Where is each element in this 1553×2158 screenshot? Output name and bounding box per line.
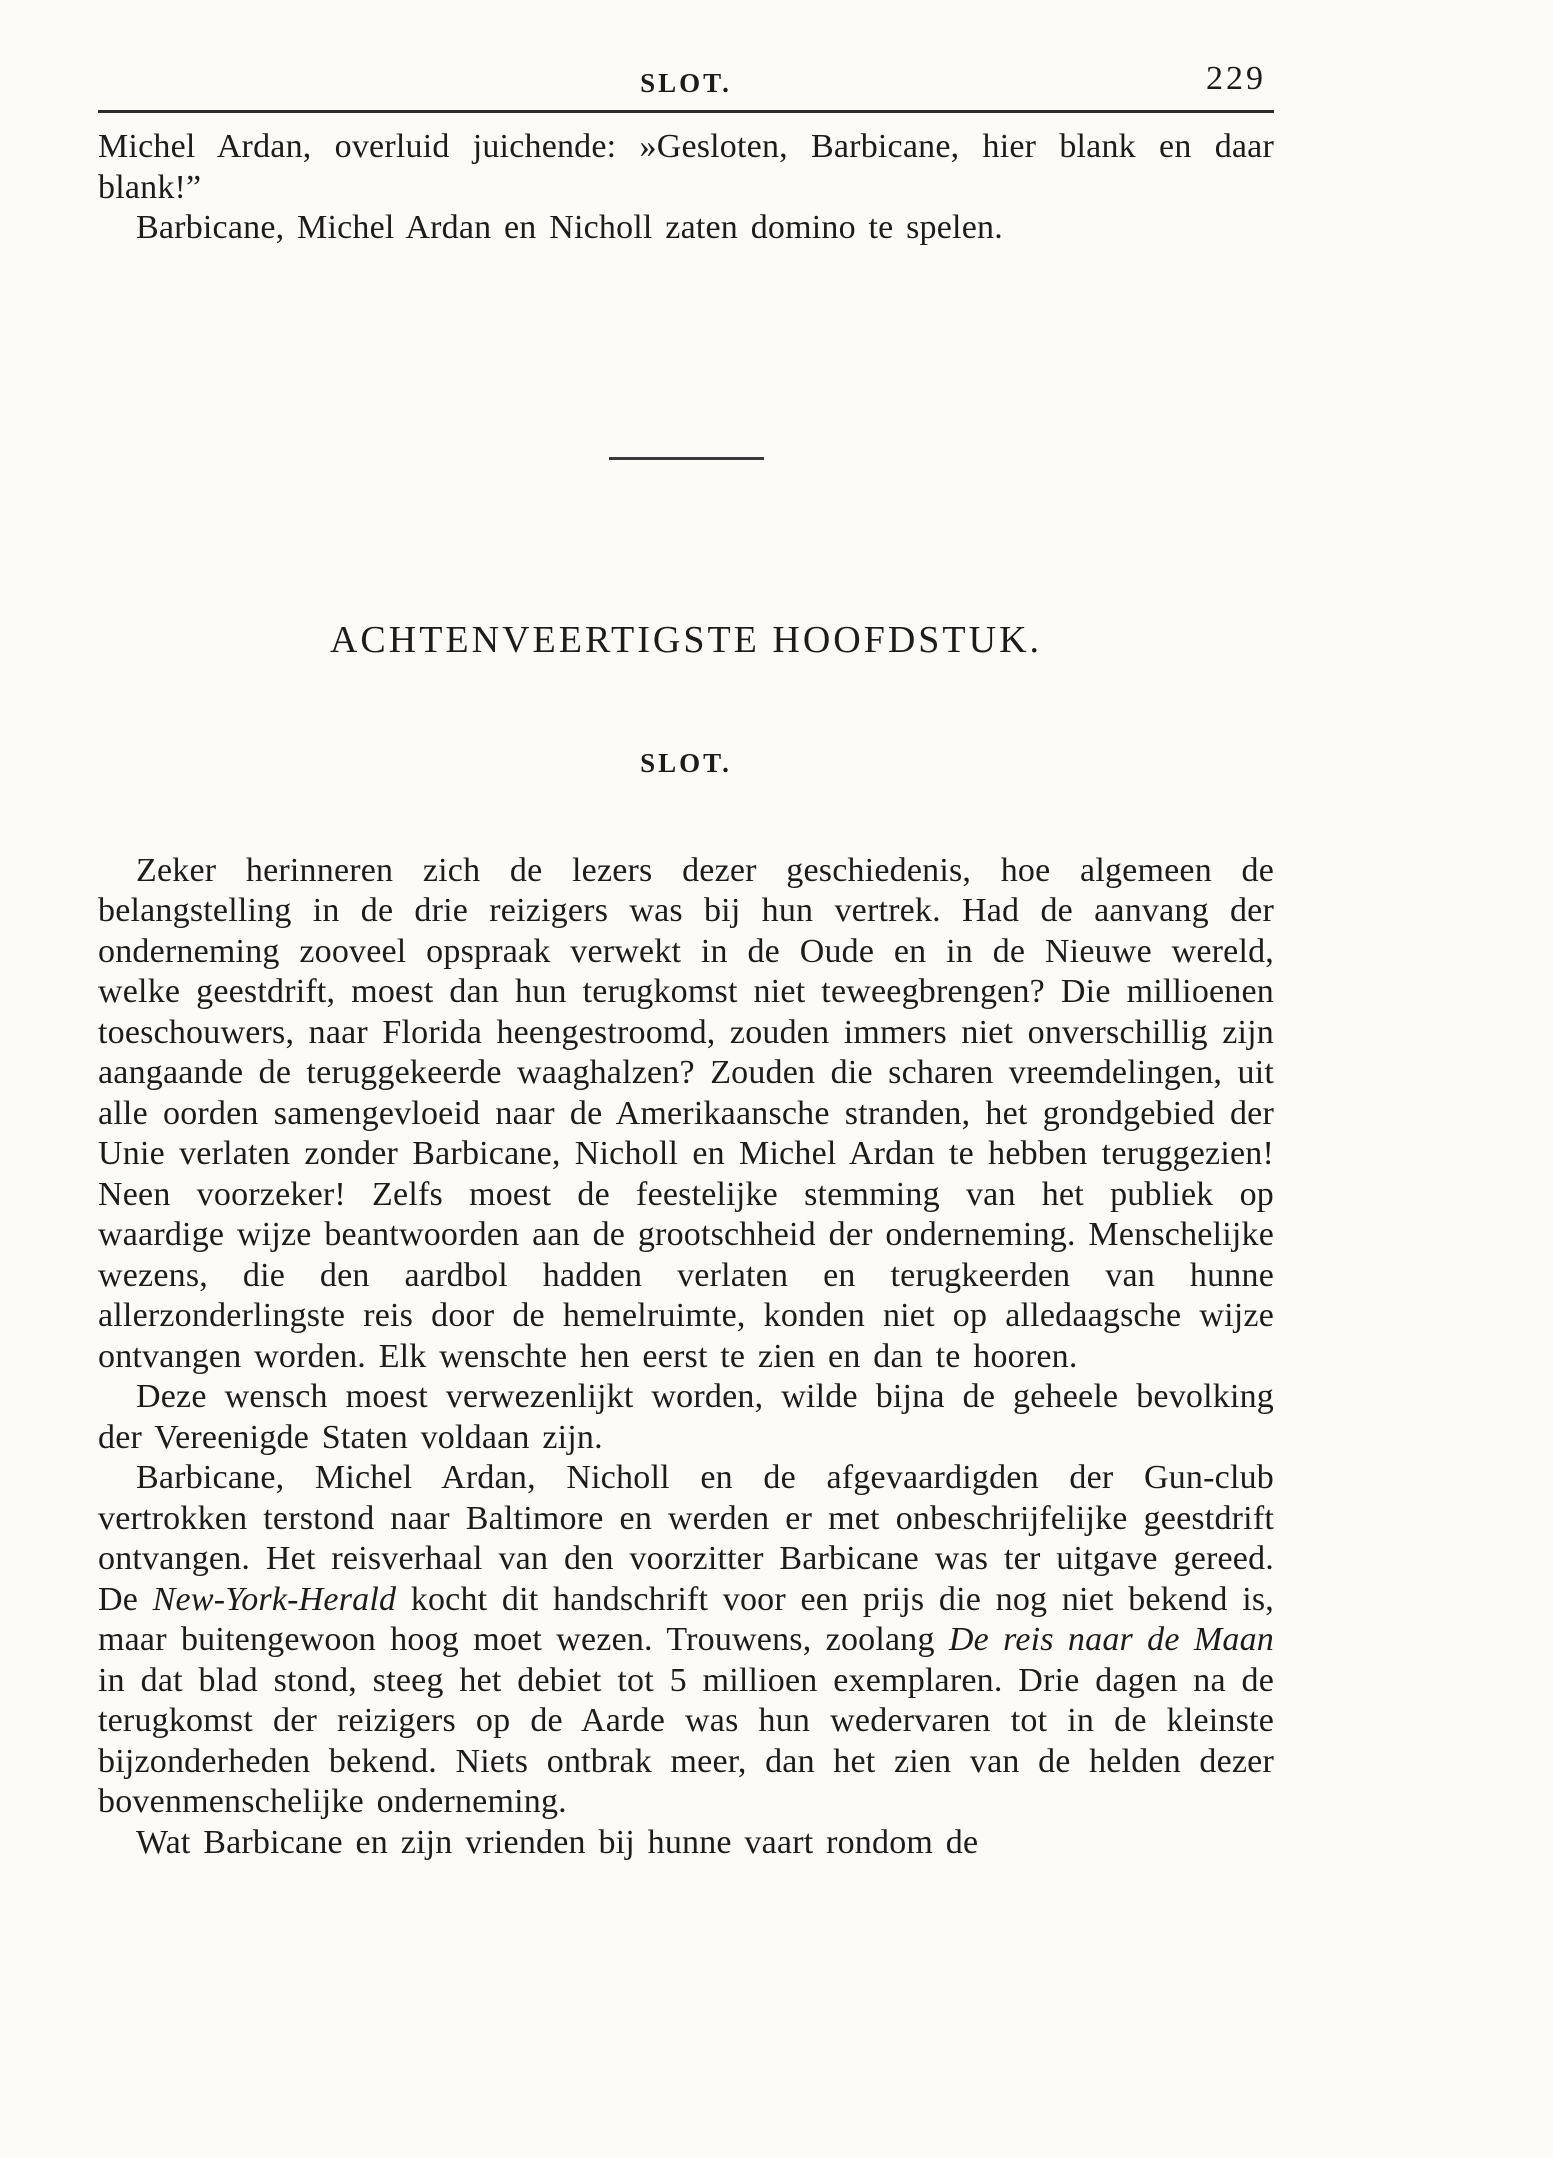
text-run: Deze wensch moest verwezenlijkt worden, wilde bijna de geheele bevolking der Vereenigde Staten voldaan zijn.	[98, 1378, 1274, 1456]
text-run: Barbicane, Michel Ardan, Nicholl en de afgevaardigden der Gun-club vertrokken terstond naar Baltimore en werden er met onbeschrijfelijke geestdrift ontvangen. Het reisverhaal van den voorzitter Barbicane was ter uitgave gereed. De	[98, 1459, 1274, 1618]
paragraph	[98, 1823, 1274, 1864]
body-text	[98, 851, 1274, 1864]
intro-paragraphs	[98, 127, 1274, 249]
italic-text-run: De reis naar de Maan	[948, 1621, 1275, 1658]
section-heading: SLOT.	[640, 747, 732, 778]
running-title: SLOT.	[640, 68, 732, 98]
italic-text-run: New-York-Herald	[152, 1580, 397, 1618]
text-run: kocht dit handschrift voor een prijs die nog niet bekend is, maar buitengewoon hoog moet wezen. Trouwens, zoolang	[98, 1580, 1274, 1658]
page-number: 229	[1206, 60, 1266, 97]
section-divider	[609, 457, 764, 460]
page-content	[98, 56, 1274, 1863]
text-run: Michel Ardan, overluid juichende: »Gesloten, Barbicane, hier blank en daar blank!”	[98, 128, 1274, 206]
text-run: Barbicane, Michel Ardan en Nicholl zaten domino te spelen.	[136, 209, 1003, 246]
paragraph	[98, 127, 1274, 208]
text-run: in dat blad stond, steeg het debiet tot 5 millioen exemplaren. Drie dagen na de terugkomst der reizigers op de Aarde was hun wedervaren tot in de kleinste bijzonderheden bekend. Niets ontbrak meer, dan het zien van de helden dezer bovenmenschelijke onderneming.	[98, 1661, 1274, 1820]
text-run: Wat Barbicane en zijn vrienden bij hunne vaart rondom de	[136, 1823, 979, 1861]
paragraph	[98, 1377, 1274, 1458]
paragraph	[98, 208, 1274, 249]
paragraph	[98, 851, 1274, 1378]
text-run: Zeker herinneren zich de lezers dezer geschiedenis, hoe algemeen de belangstelling in de drie reizigers was bij hun vertrek. Had de aanvang der onderneming zooveel opspraak verwekt in de Oude en in de Nieuwe wereld, welke geestdrift, moest dan hun terugkomst niet teweegbrengen? Die millioenen toeschouwers, naar Florida heengestroomd, zouden immers niet onverschillig zijn aangaande de teruggekeerde waaghalzen? Zouden die scharen vreemdelingen, uit alle oorden samengevloeid naar de Amerikaansche stranden, het grondgebied der Unie verlaten zonder Barbicane, Nicholl en Michel Ardan te hebben teruggezien! Neen voorzeker! Zelfs moest de feestelijke stemming van het publiek op waardige wijze beantwoorden aan de grootschheid der onderneming. Menschelijke wezens, die den aardbol hadden verlaten en terugkeerden van hunne allerzonderlingste reis door de hemelruimte, konden niet op alledaagsche wijze ontvangen worden. Elk wenschte hen eerst te zien en dan te hooren.	[98, 851, 1274, 1375]
chapter-heading: ACHTENVEERTIGSTE HOOFDSTUK.	[329, 618, 1043, 661]
page-header	[98, 56, 1274, 104]
header-rule	[98, 110, 1274, 113]
paragraph	[98, 1458, 1274, 1823]
